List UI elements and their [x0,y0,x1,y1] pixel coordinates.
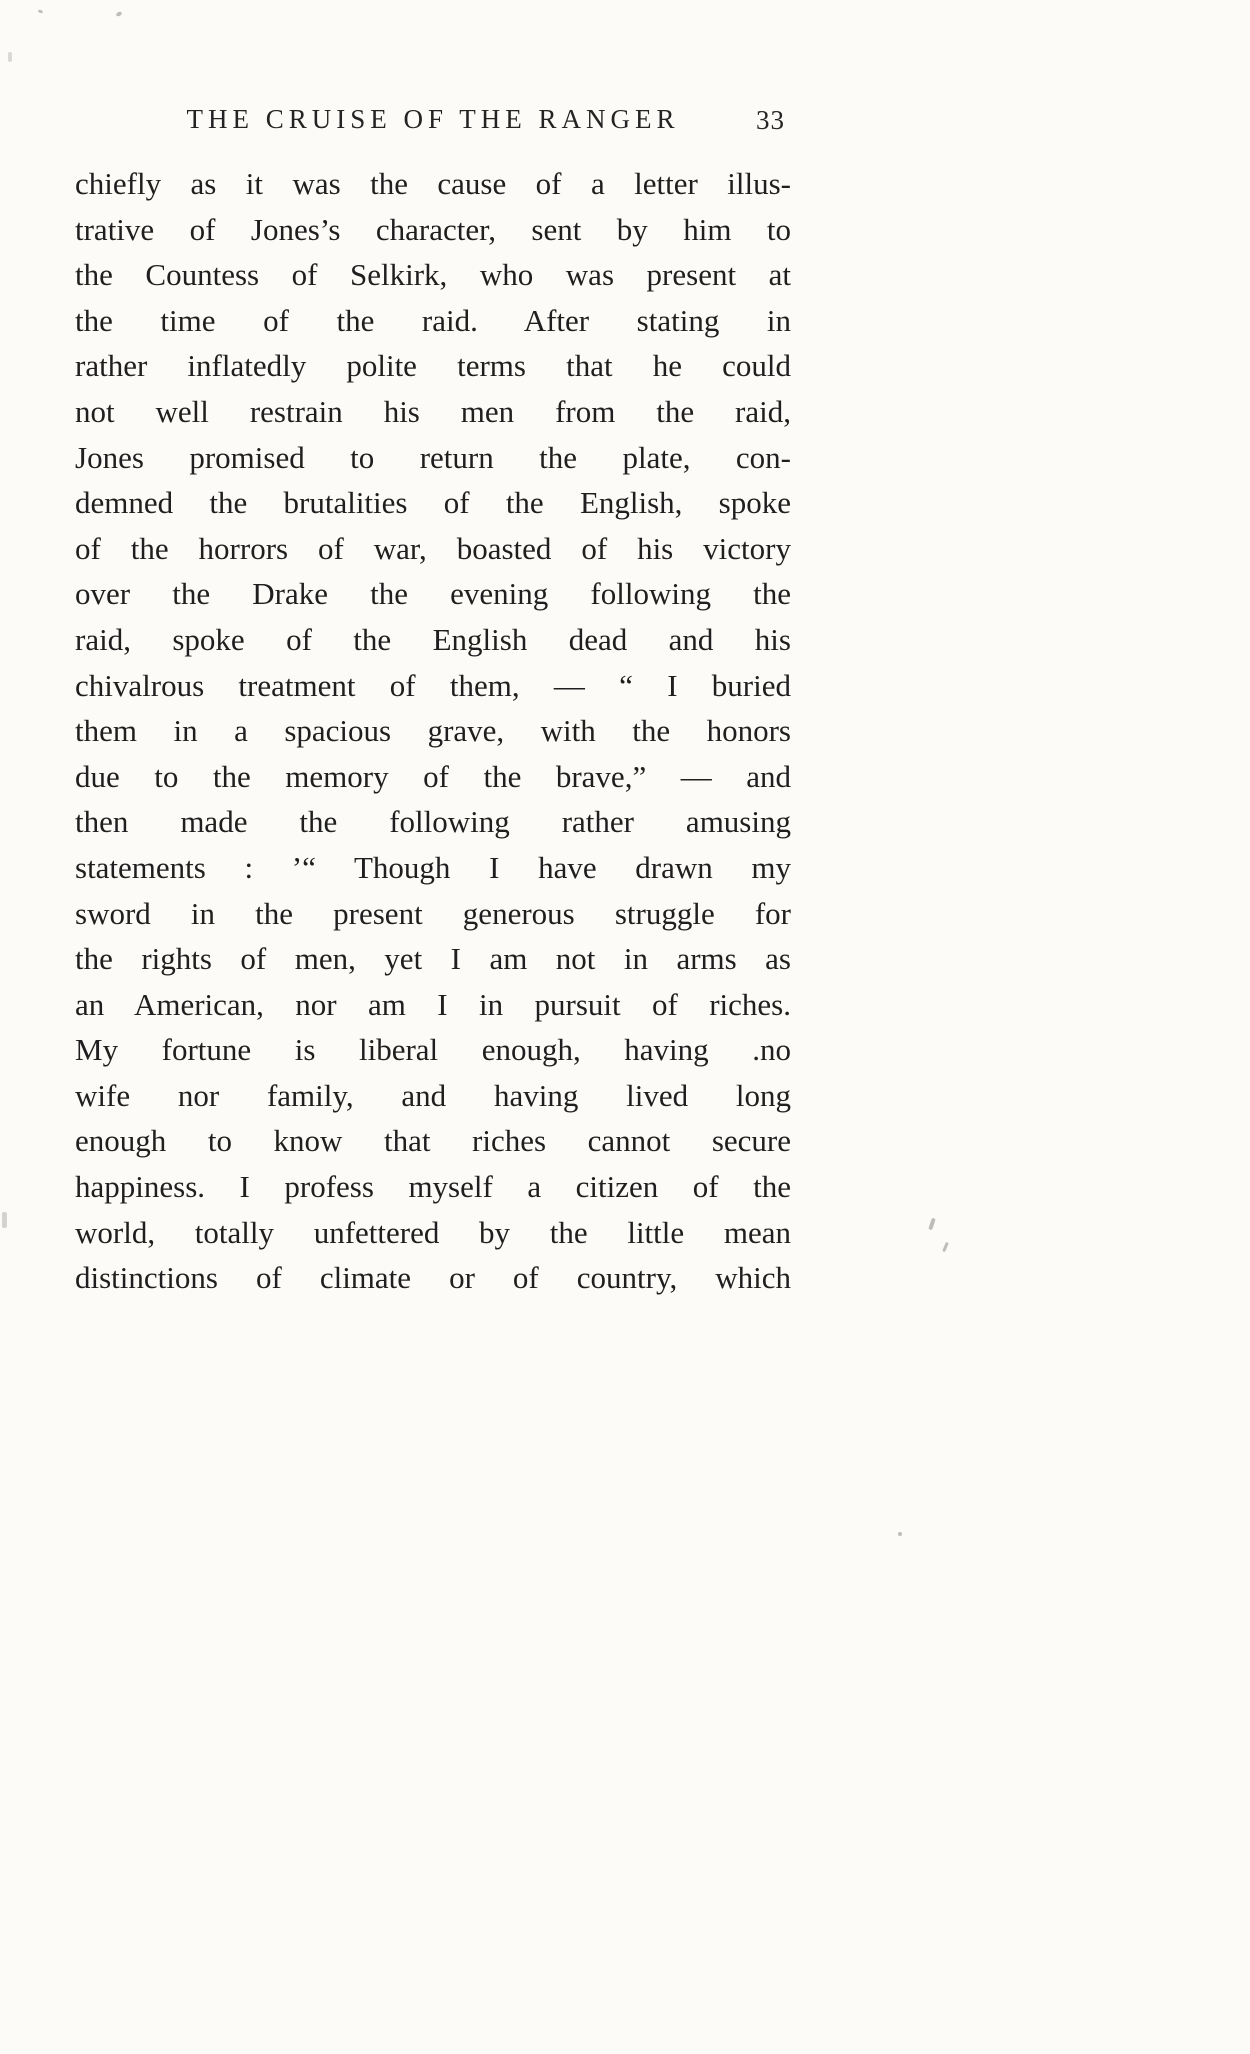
text-line: happiness. I profess myself a citizen of the [75,1169,791,1205]
scan-speck [38,9,44,14]
scan-speck [942,1242,949,1252]
scan-speck [928,1218,936,1231]
text-line: sword in the present generous struggle for [75,895,791,931]
text-line: due to the memory of the brave,” — and [75,758,791,794]
text-line: the rights of men, yet I am not in arms as [75,941,791,977]
text-line: statements : ’“ Though I have drawn my [75,849,791,885]
text-line: rather inflatedly polite terms that he could [75,348,791,384]
scan-speck [2,1212,7,1228]
text-line: chivalrous treatment of them, — “ I buried [75,667,791,703]
text-line: over the Drake the evening following the [75,576,791,612]
text-line: trative of Jones’s character, sent by him to [75,211,791,247]
scan-speck [898,1532,902,1536]
text-line: then made the following rather amusing [75,804,791,840]
text-line: My fortune is liberal enough, having .no [75,1032,791,1068]
text-line: enough to know that riches cannot secure [75,1123,791,1159]
running-header [75,104,791,146]
text-line: the time of the raid. After stating in [75,302,791,338]
header-title: THE CRUISE OF THE RANGER [186,104,680,134]
text-line: Jones promised to return the plate, con- [75,439,791,475]
page-number: 33 [756,105,785,135]
scan-speck [115,11,122,17]
text-line: them in a spacious grave, with the honors [75,713,791,749]
text-line: chiefly as it was the cause of a letter illus- [75,166,791,201]
text-line: world, totally unfettered by the little mean [75,1214,791,1250]
text-line: wife nor family, and having lived long [75,1077,791,1113]
scan-speck [8,52,12,62]
text-line: an American, nor am I in pursuit of riches. [75,986,791,1022]
text-line: the Countess of Selkirk, who was present at [75,257,791,293]
text-line: distinctions of climate or of country, which [75,1260,791,1296]
text-line: demned the brutalities of the English, spoke [75,485,791,521]
text-line: of the horrors of war, boasted of his victory [75,530,791,566]
text-line: raid, spoke of the English dead and his [75,621,791,657]
body-text [75,161,791,1301]
text-line: not well restrain his men from the raid, [75,393,791,429]
